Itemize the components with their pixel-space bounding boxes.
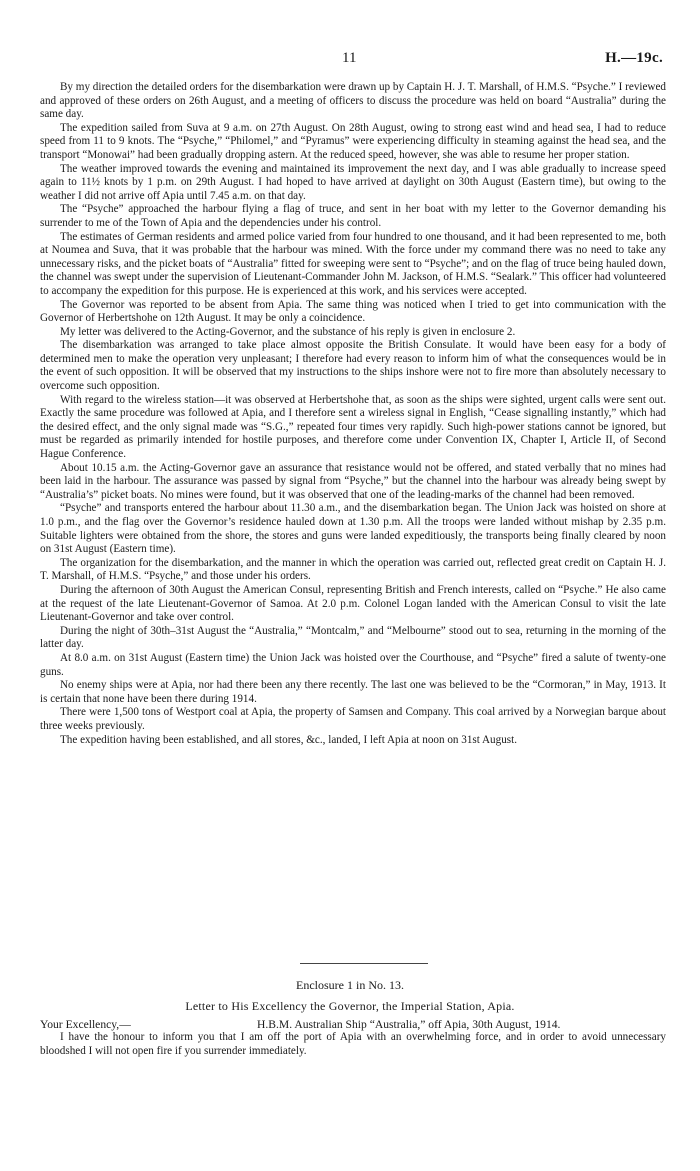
letter-heading: Letter to His Excellency the Governor, the Imperial Station, Apia. [185, 999, 515, 1013]
paragraph: During the night of 30th–31st August the “Australia,” “Montcalm,” and “Melbourne” stood out to sea, returning in the morning of the latter day. [40, 624, 666, 651]
paragraph: During the afternoon of 30th August the American Consul, representing British and French interests, called on “Psyche.” He also came at the request of the late Lieutenant-Governor of Samoa. At 2.0 p.m. Colonel Logan landed with the American Consul to visit the late Lieutenant-Governor and take over control. [40, 583, 666, 624]
paragraph: No enemy ships were at Apia, nor had there been any there recently. The last one was believed to be the “Cormoran,” in May, 1913. It is certain that none have been there during 1914. [40, 679, 666, 705]
section-divider [300, 963, 428, 964]
paragraph: The estimates of German residents and armed police varied from four hundred to one thousand, and it had been represented to me, both at Noumea and Suva, that it was probable that the harbour was mined. With the force under my command there was no need to take any unnecessary risks, and the picket boats of “Australia” fitted for sweeping were sent to “Psyche”; and on the flag of truce being hauled down, the channel was swept under the supervision of Lieutenant-Commander John M. Jackson, of H.M.S. “Sealark.” This officer had volunteered to accompany the expedition for this purpose. He is experienced at this work, and his services were accepted. [40, 230, 666, 297]
letter-body [40, 1031, 666, 1058]
paragraph: The expedition sailed from Suva at 9 a.m. on 27th August. On 28th August, owing to strong east wind and head sea, I had to reduce speed from 11 to 9 knots. The “Psyche,” “Philomel,” and “Pyramus” were experiencing difficulty in steaming against the head sea, and the transport “Monowai” had been gradually dropping astern. At the reduced speed, however, she was able to resume her proper station. [40, 121, 666, 161]
page-header [0, 50, 700, 70]
paragraph: The expedition having been established, and all stores, &c., landed, I left Apia at noon on 31st August. [60, 733, 517, 746]
paragraph: By my direction the detailed orders for the disembarkation were drawn up by Captain H. J. T. Marshall, of H.M.S. “Psyche.” I reviewed and approved of these orders on 26th August, and a meeting of officers to discuss the procedure was held on board “Australia” during the same day. [40, 81, 666, 121]
paragraph: The disembarkation was arranged to take place almost opposite the British Consulate. It would have been easy for a body of determined men to make the operation very unpleasant; I therefore had every reason to inform him of what the consequences would be in the event of such opposition. It will be observed that my instructions to the ships inshore were not to fire more than absolutely necessary to overcome such opposition. [40, 339, 666, 393]
paragraph: “Psyche” and transports entered the harbour about 11.30 a.m., and the disembarkation began. The Union Jack was hoisted on shore at 1.0 p.m., and the flag over the Governor’s residence hauled down at 1.30 p.m. All the troops were landed without mishap by 2.35 p.m. Suitable lighters were obtained from the shore, the stores and guns were landed expeditiously, the transports being finally cleared by noon on 31st August (Eastern time). [40, 502, 666, 556]
paragraph: At 8.0 a.m. on 31st August (Eastern time) the Union Jack was hoisted over the Courthouse, and “Psyche” fired a salute of twenty-one guns. [40, 651, 666, 678]
enclosure-title: Enclosure 1 in No. 13. [296, 978, 404, 992]
ship-and-date: H.B.M. Australian Ship “Australia,” off Apia, 30th August, 1914. [257, 1018, 561, 1031]
paragraph: My letter was delivered to the Acting-Governor, and the substance of his reply is given in enclosure 2. [60, 325, 516, 338]
salutation: Your Excellency,— [40, 1018, 131, 1031]
letter-paragraph: I have the honour to inform you that I am off the port of Apia with an overwhelming force, and in order to avoid unnecessary bloodshed I will not open fire if you surrender immediately. [40, 1031, 666, 1057]
paragraph: About 10.15 a.m. the Acting-Governor gave an assurance that resistance would not be offered, and stated verbally that no mines had been laid in the harbour. The assurance was passed by signal from “Psyche,” but the channel into the harbour was already being swept by “Australia’s” picket boats. No mines were found, but it was observed that one of the leading-marks of the channel had been removed. [40, 461, 666, 501]
paragraph: With regard to the wireless station—it was observed at Herbertshohe that, as soon as the ships were sighted, urgent calls were sent out. Exactly the same procedure was followed at Apia, and I therefore sent a wireless signal in English, “Cease signalling instantly,” which had the desired effect, and the only signal made was “S.G.,” repeated four times very rapidly. Such high-power stations cannot be ignored, but must be regarded as primarily intended for hostile purposes, and therefore come under Convention IX, Chapter I, Article II, of Second Hague Conference. [40, 393, 666, 461]
document-reference: H.—19c. [605, 50, 663, 66]
report-body [40, 81, 666, 747]
paragraph: There were 1,500 tons of Westport coal at Apia, the property of Samsen and Company. This coal arrived by a Norwegian barque about three weeks previously. [40, 706, 666, 732]
paragraph: The Governor was reported to be absent from Apia. The same thing was noticed when I tried to get into communication with the Governor of Herbertshohe on 12th August. It may be only a coincidence. [40, 298, 666, 325]
page-number: 11 [342, 50, 357, 66]
paragraph: The “Psyche” approached the harbour flying a flag of truce, and sent in her boat with my letter to the Governor demanding his surrender to me of the Town of Apia and the dependencies under his control. [40, 203, 666, 229]
paragraph: The weather improved towards the evening and maintained its improvement the next day, and I was able gradually to increase speed again to 11½ knots by 1 p.m. on 29th August. I had hoped to have arrived at daylight on 30th August (Eastern time), but owing to the weather I did not arrive off Apia until 7.45 a.m. on that day. [40, 162, 666, 202]
paragraph: The organization for the disembarkation, and the manner in which the operation was carried out, reflected great credit on Captain H. J. T. Marshall, of H.M.S. “Psyche,” and those under his orders. [40, 556, 666, 583]
